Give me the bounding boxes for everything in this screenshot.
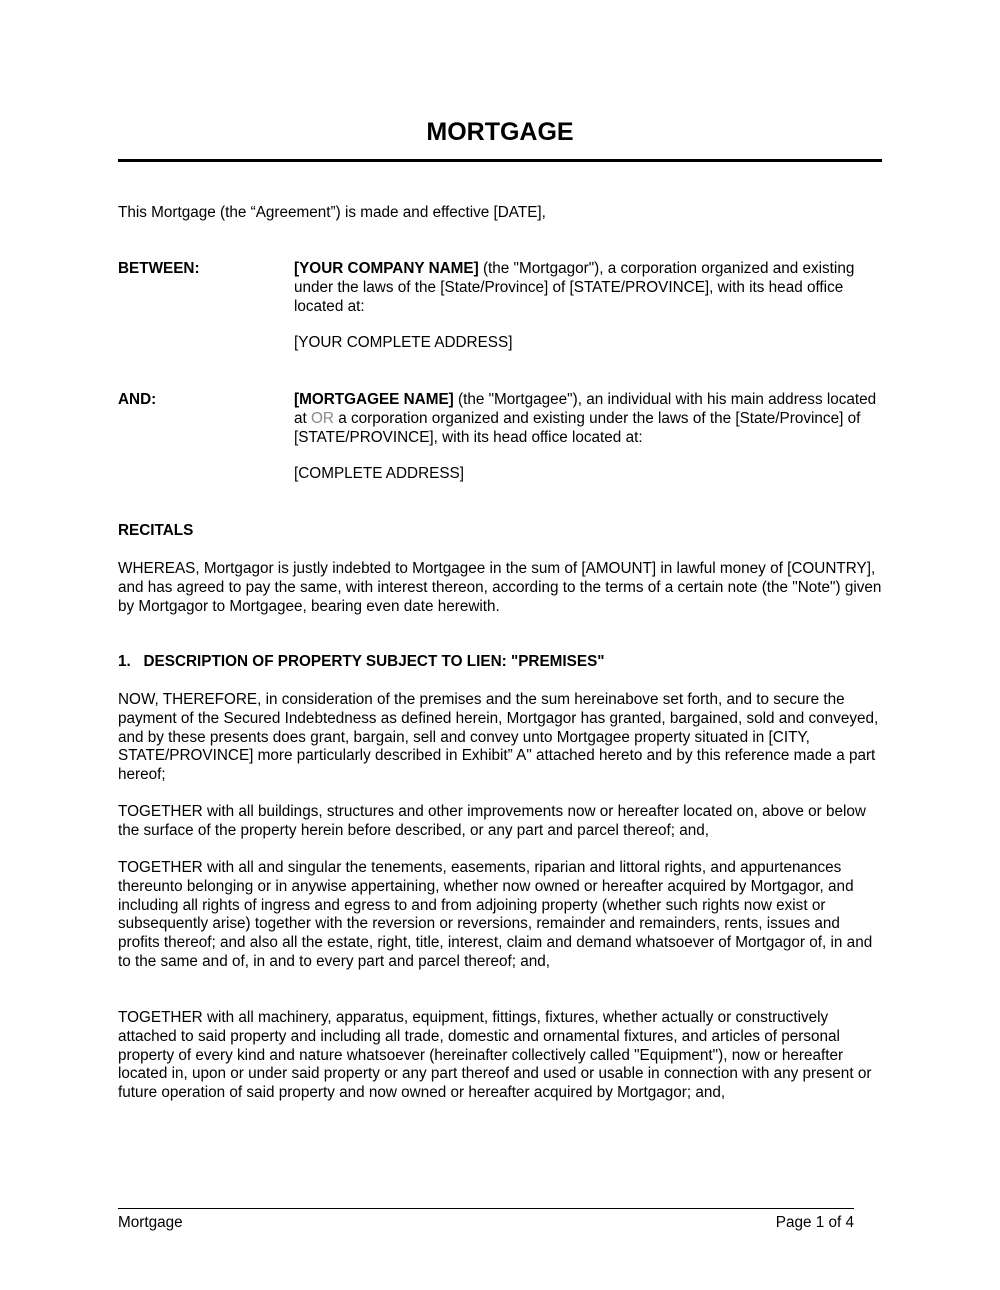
intro-paragraph: This Mortgage (the “Agreement”) is made and effective [DATE],	[118, 204, 546, 221]
page-title: MORTGAGE	[426, 118, 574, 146]
mortgagor-description	[294, 260, 882, 316]
buildings-paragraph: TOGETHER with all buildings, structures and other improvements now or hereafter located on, above or below the surface of the property herein before described, or any part and parcel thereof; and,	[118, 803, 866, 839]
tenements-paragraph: TOGETHER with all and singular the tenements, easements, riparian and littoral rights, and appurtenances thereunto belonging or in anywise appertaining, whether now owned or hereafter acquired by Mortgagor, and including all rights of ingress and egress to and from adjoining property (whether such rights now exist or subsequently arise) together with the reversion or reversions, remainder and remainders, rents, issues and profits thereof; and also all the estate, right, title, interest, claim and demand whatsoever of Mortgagor of, in and to the same and of, in and to every part and parcel thereof; and,	[118, 859, 873, 970]
footer-page-number: Page 1 of 4	[775, 1214, 854, 1231]
mortgagor-address: [YOUR COMPLETE ADDRESS]	[294, 334, 513, 352]
title-divider	[118, 159, 882, 162]
between-body	[294, 260, 882, 353]
mortgagor-text: (the "Mortgagor"), a corporation organized and existing under the laws of the [State/Province] of [STATE/PROVINCE], with its head office located at:	[294, 260, 855, 315]
recitals-heading: RECITALS	[118, 522, 194, 539]
footer-divider	[118, 1208, 854, 1209]
mortgagee-text-2: a corporation organized and existing under the laws of the [State/Province] of [STATE/PROVINCE], with its head office located at:	[294, 409, 861, 446]
section-1-heading: 1. DESCRIPTION OF PROPERTY SUBJECT TO LIEN: "PREMISES"	[118, 653, 605, 670]
premises-paragraph: NOW, THEREFORE, in consideration of the premises and the sum hereinabove set forth, and to secure the payment of the Secured Indebtedness as defined herein, Mortgagor has granted, bargained, sold and conveyed, and by these presents does grant, bargain, sell and convey unto Mortgagee property situated in [CITY, STATE/PROVINCE] more particularly described in Exhibit” A" attached hereto and by this reference made a part hereof;	[118, 691, 879, 784]
mortgagee-address: [COMPLETE ADDRESS]	[294, 465, 465, 483]
between-label: BETWEEN:	[118, 260, 200, 277]
or-option-word: OR	[311, 409, 334, 427]
mortgagee-text-1: (the "Mortgagee"), an individual with his main address located at	[294, 391, 877, 427]
footer-document-name: Mortgage	[118, 1214, 183, 1231]
mortgagor-name: [YOUR COMPANY NAME]	[294, 260, 479, 277]
whereas-paragraph: WHEREAS, Mortgagor is justly indebted to Mortgagee in the sum of [AMOUNT] in lawful money of [COUNTRY], and has agreed to pay the same, with interest thereon, according to the terms of a certain note (the "Note") given by Mortgagor to Mortgagee, bearing even date herewith.	[118, 560, 882, 615]
mortgagee-description	[294, 391, 882, 447]
equipment-paragraph: TOGETHER with all machinery, apparatus, equipment, fittings, fixtures, whether actually or constructively attached to said property and including all trade, domestic and ornamental fixtures, and articles of personal property of every kind and nature whatsoever (hereinafter collectively called "Equipment"), now or hereafter located in, upon or under said property or any part thereof and used or usable in connection with any present or future operation of said property and now owned or hereafter acquired by Mortgagor; and,	[118, 1009, 872, 1102]
mortgagee-name: [MORTGAGEE NAME]	[294, 391, 454, 408]
and-label: AND:	[118, 391, 157, 408]
and-body	[294, 391, 882, 484]
